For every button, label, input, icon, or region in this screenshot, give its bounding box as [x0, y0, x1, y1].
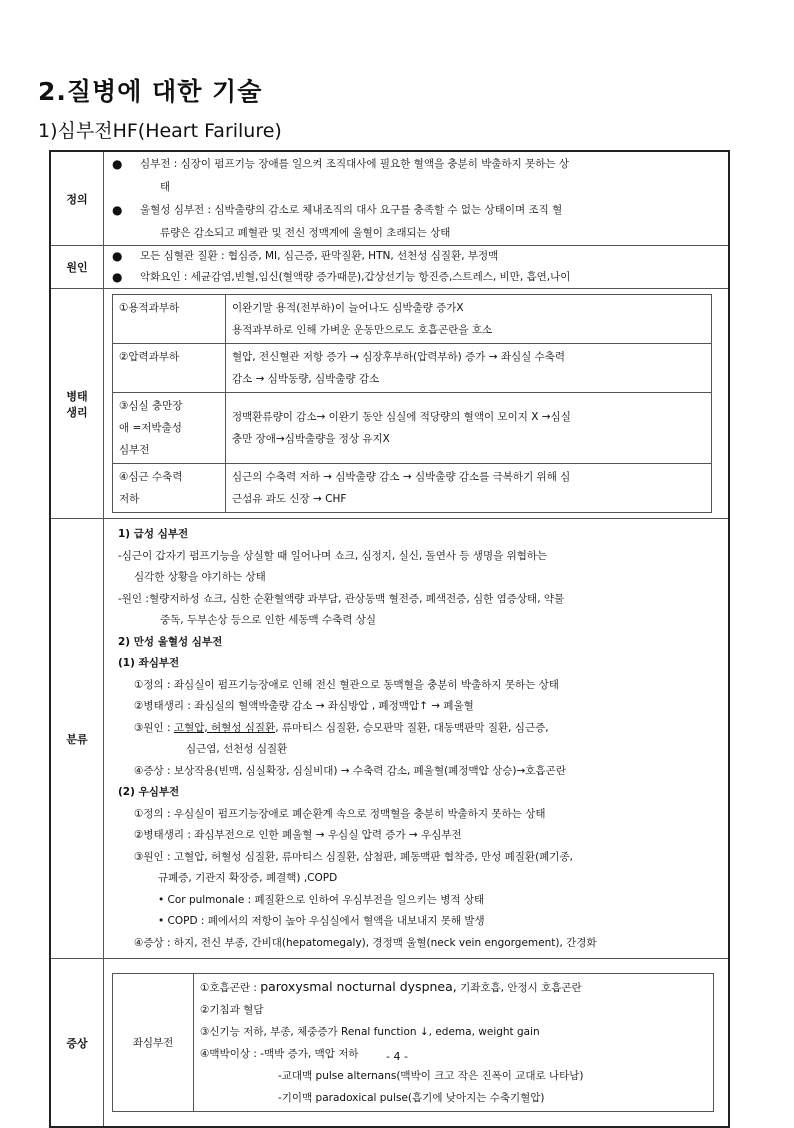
- acute-cause: -원인 :혈량저하성 쇼크, 심한 순환혈액량 과부담, 관상동맥 혈전증, 폐색전증, 심한 염증상태, 약물: [118, 592, 565, 605]
- patho-key: ④심근 수축력 저하: [113, 464, 226, 513]
- symptoms-content: [104, 959, 730, 1128]
- patho-value: 이완기말 용적(전부하)이 늘어나도 심박출량 증가X 용적과부하로 인해 가벼운 운동만으로도 호흡곤란을 호소: [226, 295, 712, 344]
- page-number: - 4 -: [386, 1050, 408, 1063]
- definition-text-cont: 태: [160, 181, 171, 193]
- left-hf-item: ③원인 : 고혈압, 허혈성 심질환, 류마티스 심질환, 승모판막 질환, 대동맥판막 질환, 심근증,: [134, 721, 549, 734]
- acute-cause-cont: 중독, 두부손상 등으로 인한 세동맥 수축력 상실: [160, 614, 377, 626]
- patho-item: [113, 295, 712, 344]
- definition-text: 심부전 : 심장이 펌프기능 장애를 일으켜 조직대사에 필요한 혈액을 충분히 박출하지 못하는 상: [140, 158, 570, 170]
- right-hf-note: • Cor pulmonale : 폐질환으로 인하여 우심부전을 일으키는 병적 상태: [158, 893, 485, 906]
- left-hf-item-cont: 심근염, 선천성 심질환: [186, 743, 288, 755]
- bullet: ●: [112, 249, 123, 263]
- patho-value: 심근의 수축력 저하 → 심박출량 감소 → 심박출량 감소를 극복하기 위해 심 근섬유 과도 신장 → CHF: [226, 464, 712, 513]
- definition-row: [50, 151, 729, 246]
- patho-label-line: 생리: [66, 405, 88, 419]
- right-hf-note: • COPD : 폐에서의 저항이 높아 우심실에서 혈액을 내보내지 못해 발생: [158, 915, 485, 927]
- symptom-item: ③신기능 저하, 부종, 체중증가 Renal function ↓, edema, weight gain: [200, 1026, 540, 1038]
- symptom-subitem: -교대맥 pulse alternans(맥박이 크고 작은 진폭이 교대로 나타남): [278, 1070, 584, 1082]
- symptom-subitem: -기이맥 paradoxical pulse(흡기에 낮아지는 수축기혈압): [278, 1092, 545, 1104]
- symptoms-sub-label: 좌심부전: [113, 974, 194, 1112]
- cause-row: [50, 246, 729, 289]
- symptoms-list: [194, 974, 714, 1112]
- symptom-item: ④맥박이상 : -맥박 증가, 맥압 저하: [200, 1048, 359, 1060]
- left-hf-item: ②병태생리 : 좌심실의 혈액박출량 감소 → 좌심방압 , 폐정맥압↑ → 폐울혈: [134, 700, 474, 712]
- patho-item: [113, 393, 712, 464]
- subsection-heading: 1)심부전HF(Heart Farilure): [38, 120, 282, 142]
- acute-desc: -심근이 갑자기 펌프기능을 상실할 때 일어나며 쇼크, 심정지, 실신, 돌연사 등 생명을 위협하는: [118, 549, 548, 562]
- right-hf-item: ②병태생리 : 좌심부전으로 인한 폐울혈 → 우심실 압력 증가 → 우심부전: [134, 829, 462, 841]
- definition-content: [104, 151, 730, 246]
- patho-value: 정맥환류량이 감소→ 이완기 동안 심실에 적당량의 혈액이 모이지 X →심실 충만 장애→심박출량을 정상 유지X: [226, 393, 712, 464]
- definition-text: 울혈성 심부전 : 심박출량의 감소로 체내조직의 대사 요구를 충족할 수 없는 상태이며 조직 혈: [140, 204, 563, 216]
- patho-item: [113, 464, 712, 513]
- patho-value: 혈압, 전신혈관 저항 증가 → 심장후부하(압력부하) 증가 → 좌심실 수축력 감소 → 심박동량, 심박출량 감소: [226, 344, 712, 393]
- cause-text: 모든 심혈관 질환 : 협심증, MI, 심근증, 판막질환, HTN, 선천성 심질환, 부정맥: [140, 250, 499, 262]
- symptoms-table: [112, 973, 714, 1112]
- symptom-item: ②기침과 혈담: [200, 1004, 264, 1016]
- left-hf-heading: (1) 좌심부전: [118, 657, 180, 669]
- symptoms-row: [50, 959, 729, 1128]
- chronic-heading: 2) 만성 울혈성 심부전: [118, 635, 223, 648]
- patho-key: ②압력과부하: [113, 344, 226, 393]
- symptom-item: ①호흡곤란 : paroxysmal nocturnal dyspnea, 기좌호흡, 안정시 호흡곤란: [200, 979, 582, 994]
- patho-label: [50, 289, 104, 519]
- right-hf-item: ④증상 : 하지, 전신 부종, 간비대(hepatomegaly), 경정맥 울혈(neck vein engorgement), 간경화: [134, 936, 597, 949]
- cause-text: 악화요인 : 세균감염,빈혈,임신(혈액량 증가때문),갑상선기능 항진증,스트레스, 비만, 흡연,나이: [140, 271, 571, 283]
- definition-item: [104, 153, 728, 199]
- right-hf-item: ①정의 : 우심실이 펌프기능장애로 폐순환계 속으로 정맥혈을 충분히 박출하지 못하는 상태: [134, 807, 546, 820]
- patho-label-line: 병태: [66, 389, 88, 403]
- bullet: ●: [112, 157, 123, 171]
- definition-item: [104, 199, 728, 245]
- definition-text-cont: 류량은 감소되고 폐혈관 및 전신 정맥계에 울혈이 초래되는 상태: [160, 227, 451, 239]
- right-hf-item-cont: 규폐증, 기관지 확장증, 폐결핵) ,COPD: [158, 872, 338, 884]
- classification-row: [50, 519, 729, 959]
- bullet: ●: [112, 270, 123, 284]
- right-hf-heading: (2) 우심부전: [118, 786, 180, 798]
- left-hf-item: ①정의 : 좌심실이 펌프기능장애로 인해 전신 혈관으로 동맥혈을 충분히 박출하지 못하는 상태: [134, 678, 559, 691]
- left-hf-item: ④증상 : 보상작용(빈맥, 심실확장, 심실비대) → 수축력 감소, 폐울혈(폐정맥압 상승)→호흡곤란: [134, 764, 566, 777]
- patho-table: [112, 294, 712, 513]
- cause-label: 원인: [50, 246, 104, 289]
- classification-label: 분류: [50, 519, 104, 959]
- section-heading: 2.질병에 대한 기술: [38, 77, 263, 106]
- classification-content: [104, 519, 730, 959]
- patho-content: [104, 289, 730, 519]
- patho-row: [50, 289, 729, 519]
- right-hf-item: ③원인 : 고혈압, 허혈성 심질환, 류마티스 심질환, 삼첨판, 폐동맥판 협착증, 만성 폐질환(폐기종,: [134, 850, 573, 863]
- symptoms-label: 증상: [50, 959, 104, 1128]
- bullet: ●: [112, 203, 123, 217]
- cause-content: [104, 246, 730, 289]
- patho-key: ①용적과부하: [113, 295, 226, 344]
- acute-desc-cont: 심각한 상황을 야기하는 상태: [134, 571, 266, 583]
- disease-table: [49, 150, 730, 1128]
- cause-item: [104, 267, 728, 288]
- patho-key: ③심실 충만장 애 =저박출성 심부전: [113, 393, 226, 464]
- definition-label: 정의: [50, 151, 104, 246]
- cause-item: [104, 246, 728, 267]
- patho-item: [113, 344, 712, 393]
- acute-heading: 1) 급성 심부전: [118, 528, 189, 540]
